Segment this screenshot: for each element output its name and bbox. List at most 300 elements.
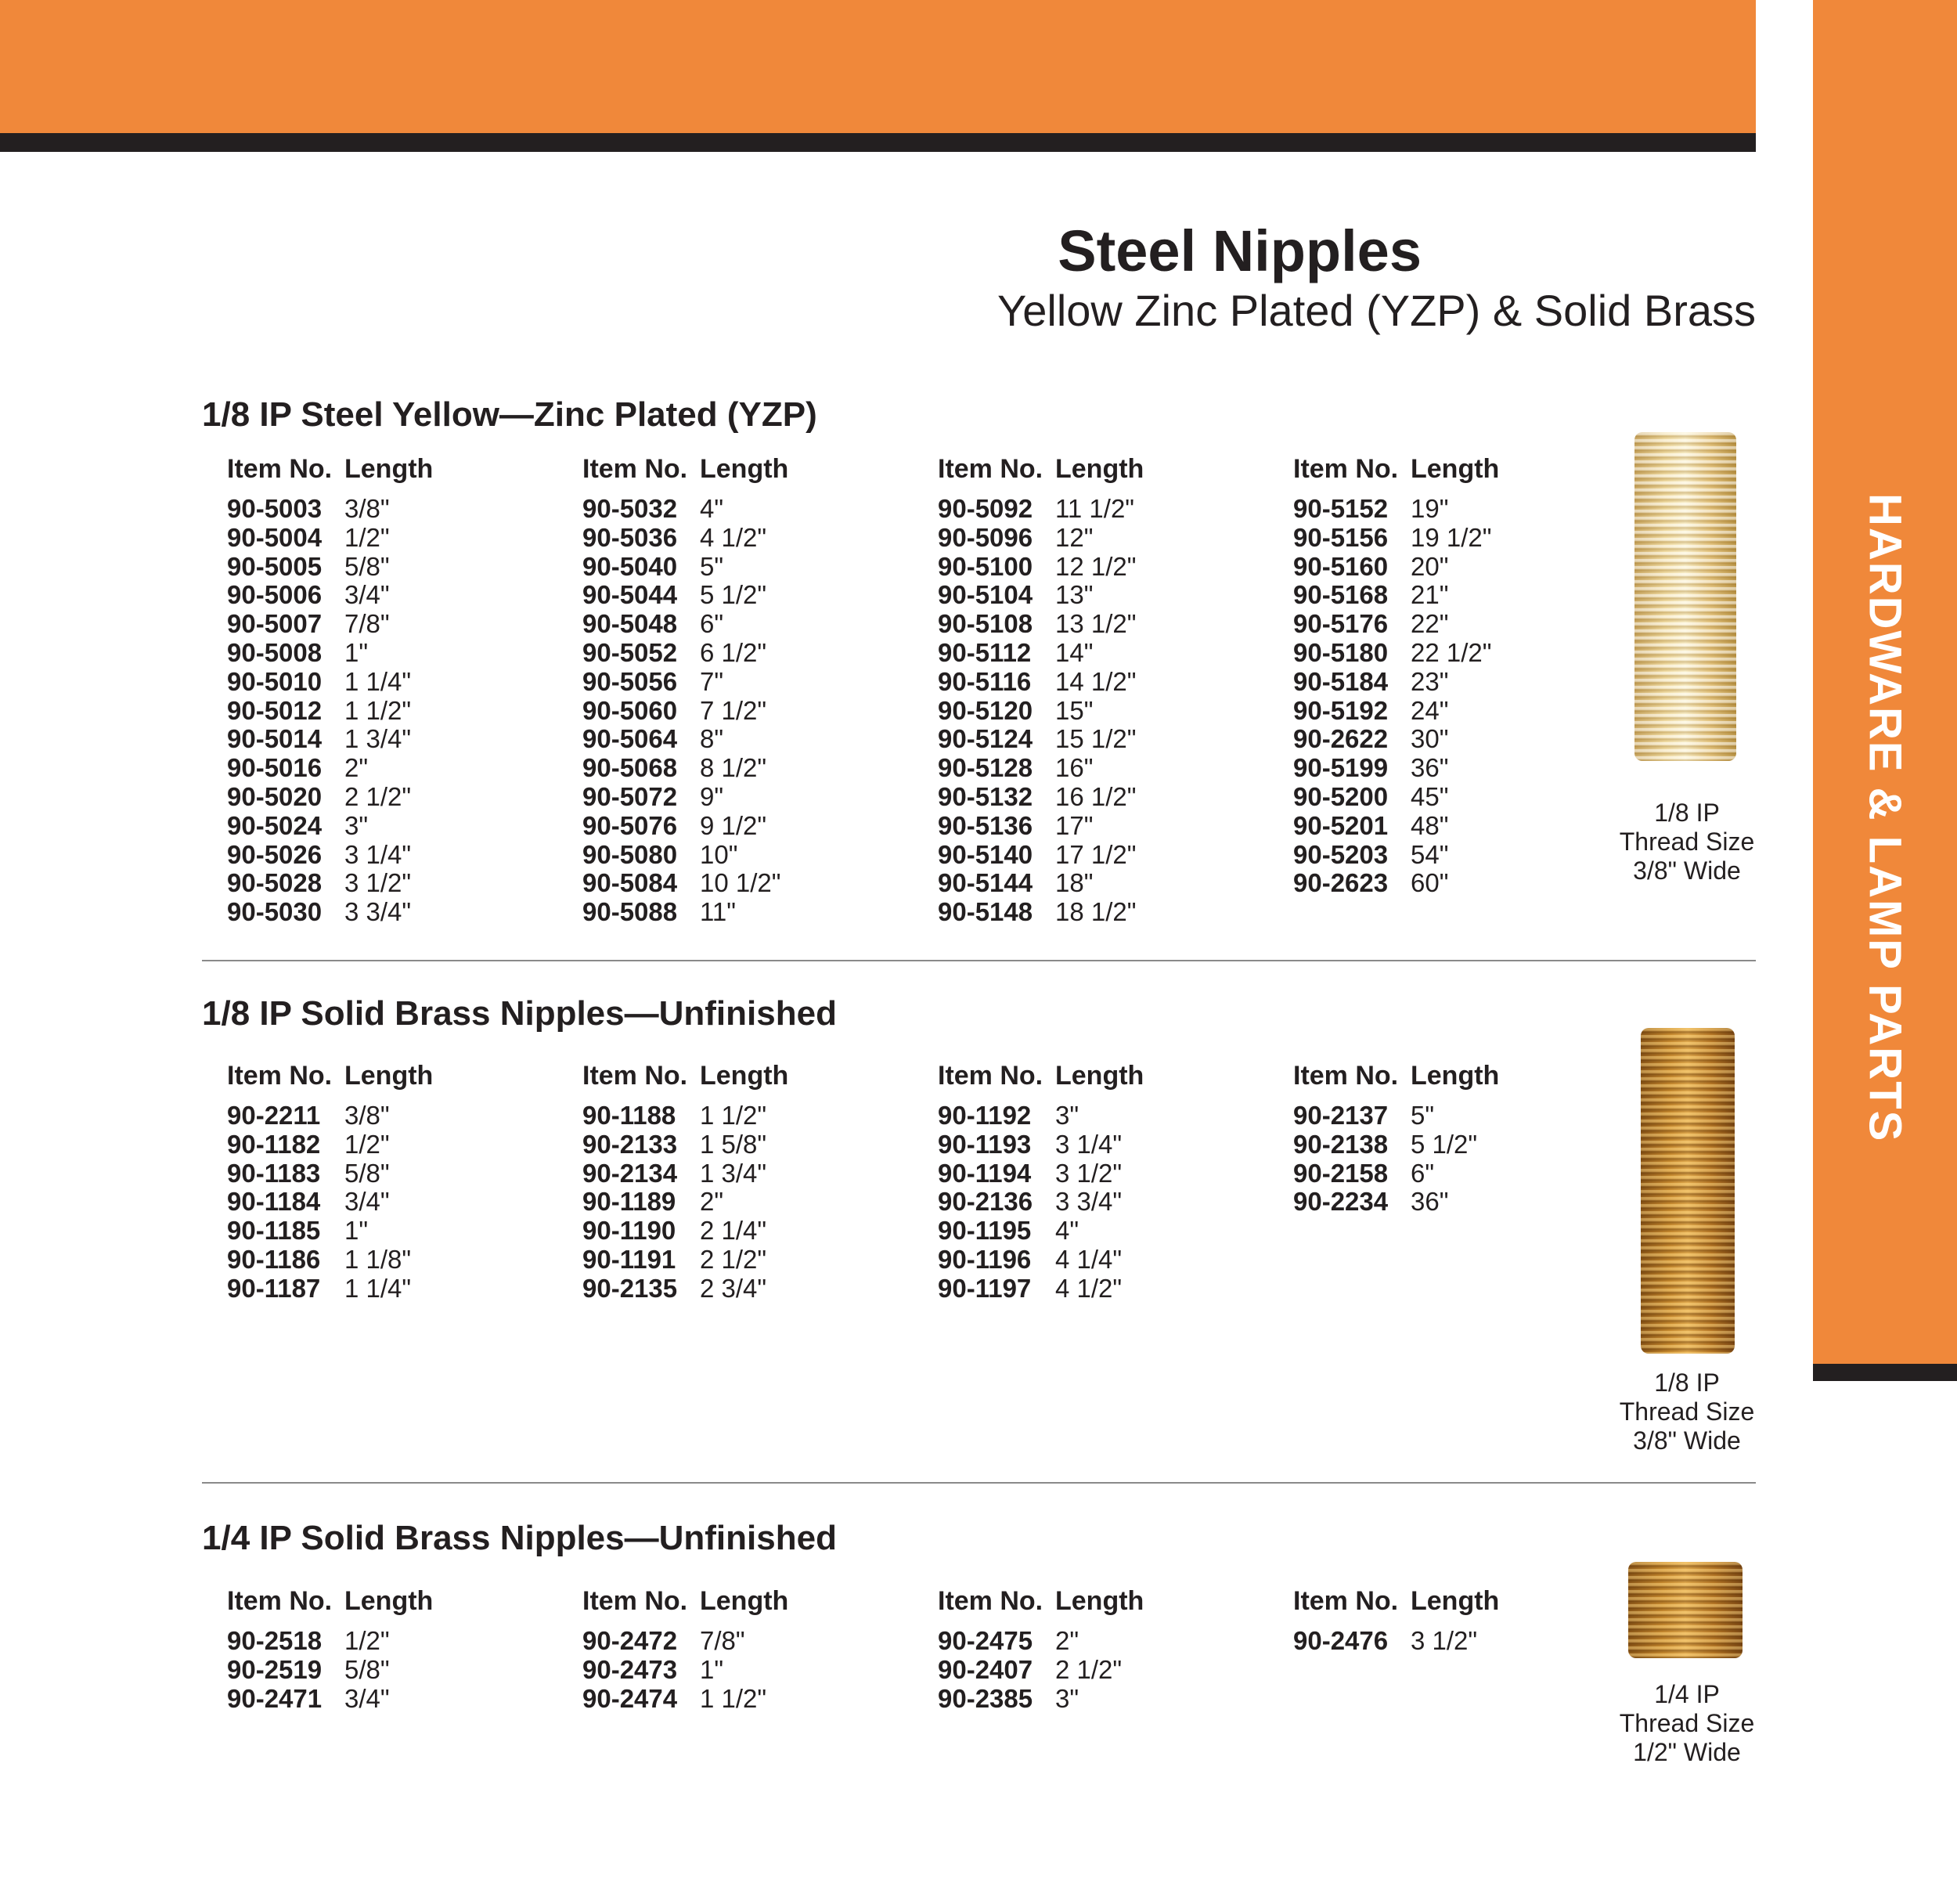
brass-nipple-image: [1641, 1028, 1735, 1354]
item-number: 90-5076: [582, 810, 678, 840]
item-length: 6": [1411, 1158, 1435, 1188]
header-length: Length: [1055, 1586, 1144, 1616]
item-length: 1 1/2": [700, 1101, 767, 1130]
item-length: 3/8": [344, 1101, 390, 1130]
table-row: [227, 697, 556, 726]
table-row: [938, 869, 1267, 898]
item-length: 13 1/2": [1055, 609, 1137, 639]
table-row: [938, 581, 1267, 610]
item-number: 90-5092: [938, 494, 1033, 523]
item-number: 90-5160: [1293, 551, 1389, 581]
column-header: [227, 454, 556, 495]
header-item-no: Item No.: [1293, 454, 1399, 484]
item-number: 90-1194: [938, 1158, 1032, 1188]
item-number: 90-5136: [938, 810, 1033, 840]
item-length: 14": [1055, 637, 1094, 667]
item-length: 7 1/2": [700, 695, 767, 725]
item-length: 17": [1055, 810, 1094, 840]
item-length: 45": [1411, 781, 1449, 811]
item-length: 5/8": [344, 551, 390, 581]
table-row: [227, 524, 556, 553]
item-table-column: [227, 454, 556, 927]
item-number: 90-2473: [582, 1654, 678, 1684]
side-tab-rule: [1813, 1364, 1957, 1381]
column-header: [938, 1061, 1267, 1102]
caption-line: 1/2" Wide: [1633, 1738, 1741, 1766]
table-row: [227, 1188, 556, 1217]
item-length: 2": [344, 753, 369, 783]
item-length: 60": [1411, 868, 1449, 898]
item-length: 3": [1055, 1101, 1079, 1130]
item-number: 90-5044: [582, 580, 678, 610]
table-row: [938, 1627, 1267, 1656]
item-number: 90-5004: [227, 522, 323, 552]
item-length: 1 1/4": [344, 666, 412, 696]
item-number: 90-5088: [582, 897, 678, 927]
item-number: 90-5132: [938, 781, 1033, 811]
item-number: 90-5060: [582, 695, 678, 725]
header-item-no: Item No.: [227, 1061, 333, 1091]
item-number: 90-5116: [938, 666, 1032, 696]
table-row: [1293, 812, 1622, 841]
table-row: [582, 898, 911, 927]
table-row: [582, 1275, 911, 1304]
item-number: 90-5124: [938, 724, 1033, 754]
table-row: [582, 1656, 911, 1685]
header-item-no: Item No.: [582, 1586, 688, 1616]
item-length: 36": [1411, 1187, 1449, 1217]
item-length: 1 1/4": [344, 1273, 412, 1303]
item-number: 90-2385: [938, 1683, 1033, 1713]
section-divider: [202, 1482, 1756, 1484]
item-length: 3 1/2": [344, 868, 412, 898]
item-number: 90-1187: [227, 1273, 321, 1303]
item-number: 90-5140: [938, 839, 1033, 869]
table-row: [582, 581, 911, 610]
item-length: 36": [1411, 753, 1449, 783]
item-length: 6": [700, 609, 724, 639]
table-row: [1293, 841, 1622, 870]
table-row: [582, 668, 911, 697]
item-length: 2": [1055, 1626, 1079, 1655]
item-number: 90-1184: [227, 1187, 321, 1217]
table-row: [1293, 869, 1622, 898]
item-length: 1 1/2": [700, 1683, 767, 1713]
item-number: 90-5176: [1293, 609, 1389, 639]
item-number: 90-5203: [1293, 839, 1389, 869]
section-divider: [202, 960, 1756, 961]
item-number: 90-1189: [582, 1187, 676, 1217]
header-item-no: Item No.: [938, 1061, 1043, 1091]
item-length: 7/8": [344, 609, 390, 639]
table-row: [938, 1102, 1267, 1130]
table-row: [938, 841, 1267, 870]
item-number: 90-1186: [227, 1244, 321, 1274]
table-row: [1293, 495, 1622, 524]
item-number: 90-2475: [938, 1626, 1033, 1655]
table-row: [227, 869, 556, 898]
item-length: 1": [700, 1654, 724, 1684]
table-row: [227, 1102, 556, 1130]
column-header: [1293, 1061, 1622, 1102]
header-length: Length: [1411, 1586, 1500, 1616]
item-number: 90-5028: [227, 868, 323, 898]
table-row: [582, 1102, 911, 1130]
item-number: 90-2138: [1293, 1129, 1389, 1159]
item-number: 90-1191: [582, 1244, 676, 1274]
item-number: 90-5148: [938, 897, 1033, 927]
item-length: 21": [1411, 580, 1449, 610]
item-number: 90-5064: [582, 724, 678, 754]
item-length: 6 1/2": [700, 637, 767, 667]
table-row: [938, 1275, 1267, 1304]
header-length: Length: [700, 1061, 789, 1091]
table-row: [938, 898, 1267, 927]
item-number: 90-5128: [938, 753, 1033, 783]
item-number: 90-5199: [1293, 753, 1389, 783]
item-table-column: [227, 1061, 556, 1304]
item-length: 15 1/2": [1055, 724, 1137, 754]
caption-line: 3/8" Wide: [1633, 1426, 1741, 1455]
table-row: [582, 610, 911, 639]
table-row: [582, 725, 911, 754]
item-number: 90-5152: [1293, 494, 1389, 523]
item-length: 48": [1411, 810, 1449, 840]
item-number: 90-2211: [227, 1101, 321, 1130]
item-length: 5/8": [344, 1654, 390, 1684]
item-length: 1 1/2": [344, 695, 412, 725]
item-length: 5": [1411, 1101, 1435, 1130]
item-number: 90-5007: [227, 609, 323, 639]
item-length: 20": [1411, 551, 1449, 581]
table-row: [227, 1685, 556, 1714]
table-row: [1293, 1627, 1622, 1656]
caption-line: 1/8 IP: [1654, 799, 1720, 827]
item-number: 90-2158: [1293, 1158, 1389, 1188]
item-length: 19": [1411, 494, 1449, 523]
item-number: 90-5020: [227, 781, 323, 811]
table-row: [582, 639, 911, 668]
item-length: 18": [1055, 868, 1094, 898]
item-number: 90-5072: [582, 781, 678, 811]
table-row: [227, 1159, 556, 1188]
item-length: 12": [1055, 522, 1094, 552]
column-header: [227, 1586, 556, 1627]
short-brass-nipple-image: [1628, 1562, 1743, 1658]
table-row: [582, 754, 911, 783]
caption-line: Thread Size: [1619, 1709, 1755, 1737]
table-row: [938, 553, 1267, 582]
table-row: [938, 610, 1267, 639]
header-length: Length: [344, 1586, 434, 1616]
table-row: [1293, 610, 1622, 639]
item-length: 24": [1411, 695, 1449, 725]
thread-size-caption: [1601, 1680, 1773, 1767]
item-length: 3 1/2": [1055, 1158, 1123, 1188]
table-row: [227, 495, 556, 524]
table-row: [227, 1246, 556, 1275]
header-length: Length: [1055, 454, 1144, 484]
table-row: [938, 725, 1267, 754]
item-length: 7/8": [700, 1626, 745, 1655]
side-tab-label: HARDWARE & LAMP PARTS: [1859, 493, 1911, 1143]
item-length: 7": [700, 666, 724, 696]
header-item-no: Item No.: [938, 454, 1043, 484]
item-number: 90-5030: [227, 897, 323, 927]
item-length: 3/4": [344, 1187, 390, 1217]
item-length: 30": [1411, 724, 1449, 754]
item-length: 8 1/2": [700, 753, 767, 783]
header-length: Length: [700, 454, 789, 484]
header-item-no: Item No.: [582, 454, 688, 484]
table-row: [227, 1130, 556, 1159]
item-length: 5/8": [344, 1158, 390, 1188]
item-number: 90-5010: [227, 666, 323, 696]
header-length: Length: [1411, 454, 1500, 484]
item-number: 90-2234: [1293, 1187, 1389, 1217]
item-number: 90-5108: [938, 609, 1033, 639]
column-header: [582, 1061, 911, 1102]
item-number: 90-5056: [582, 666, 678, 696]
item-length: 4 1/4": [1055, 1244, 1123, 1274]
item-number: 90-5156: [1293, 522, 1389, 552]
item-length: 23": [1411, 666, 1449, 696]
section-title: 1/8 IP Steel Yellow—Zinc Plated (YZP): [202, 395, 817, 434]
item-length: 2 1/2": [1055, 1654, 1123, 1684]
header-length: Length: [700, 1586, 789, 1616]
item-number: 90-5192: [1293, 695, 1389, 725]
table-row: [227, 898, 556, 927]
item-table-column: [1293, 1586, 1622, 1656]
item-length: 2 1/2": [344, 781, 412, 811]
table-row: [938, 524, 1267, 553]
table-row: [582, 1685, 911, 1714]
item-number: 90-2133: [582, 1129, 678, 1159]
item-table-column: [582, 1586, 911, 1713]
item-number: 90-1185: [227, 1216, 321, 1246]
item-number: 90-5012: [227, 695, 323, 725]
item-number: 90-1193: [938, 1129, 1032, 1159]
item-number: 90-5068: [582, 753, 678, 783]
table-row: [938, 754, 1267, 783]
table-row: [582, 783, 911, 812]
item-number: 90-1190: [582, 1216, 676, 1246]
item-number: 90-5100: [938, 551, 1033, 581]
table-row: [938, 1656, 1267, 1685]
item-number: 90-1188: [582, 1101, 676, 1130]
table-row: [938, 1217, 1267, 1246]
table-row: [227, 639, 556, 668]
item-number: 90-5005: [227, 551, 323, 581]
item-length: 9": [700, 781, 724, 811]
item-number: 90-5003: [227, 494, 323, 523]
table-row: [1293, 639, 1622, 668]
caption-line: 1/4 IP: [1654, 1680, 1720, 1708]
item-number: 90-5180: [1293, 637, 1389, 667]
table-row: [1293, 581, 1622, 610]
table-row: [227, 581, 556, 610]
table-row: [1293, 754, 1622, 783]
table-row: [938, 1188, 1267, 1217]
column-header: [1293, 454, 1622, 495]
item-length: 1/2": [344, 1129, 390, 1159]
item-length: 11 1/2": [1055, 494, 1135, 523]
item-table-column: [227, 1586, 556, 1713]
item-number: 90-5120: [938, 695, 1033, 725]
item-number: 90-5080: [582, 839, 678, 869]
item-number: 90-1196: [938, 1244, 1032, 1274]
table-row: [582, 841, 911, 870]
item-table-column: [582, 1061, 911, 1304]
item-length: 3 1/4": [1055, 1129, 1123, 1159]
item-table-column: [1293, 454, 1622, 898]
table-row: [1293, 1130, 1622, 1159]
header-item-no: Item No.: [227, 1586, 333, 1616]
item-number: 90-1183: [227, 1158, 321, 1188]
table-row: [938, 783, 1267, 812]
item-table-column: [938, 1586, 1267, 1713]
top-black-rule: [0, 133, 1756, 152]
item-number: 90-2476: [1293, 1626, 1389, 1655]
header-item-no: Item No.: [1293, 1061, 1399, 1091]
item-number: 90-5200: [1293, 781, 1389, 811]
table-row: [227, 812, 556, 841]
table-row: [938, 639, 1267, 668]
item-number: 90-5184: [1293, 666, 1389, 696]
item-length: 15": [1055, 695, 1094, 725]
item-number: 90-5201: [1293, 810, 1389, 840]
item-length: 14 1/2": [1055, 666, 1137, 696]
table-row: [1293, 1188, 1622, 1217]
section-title: 1/4 IP Solid Brass Nipples—Unfinished: [202, 1519, 837, 1557]
section-title: 1/8 IP Solid Brass Nipples—Unfinished: [202, 994, 837, 1033]
table-row: [1293, 1102, 1622, 1130]
item-length: 4": [700, 494, 724, 523]
table-row: [227, 1627, 556, 1656]
item-length: 8": [700, 724, 724, 754]
table-row: [227, 841, 556, 870]
item-length: 5 1/2": [1411, 1129, 1478, 1159]
item-number: 90-5112: [938, 637, 1032, 667]
header-item-no: Item No.: [227, 454, 333, 484]
table-row: [227, 1217, 556, 1246]
table-row: [227, 553, 556, 582]
column-header: [582, 1586, 911, 1627]
item-number: 90-2471: [227, 1683, 323, 1713]
table-row: [582, 1188, 911, 1217]
thread-size-caption: [1601, 799, 1773, 885]
item-number: 90-5008: [227, 637, 323, 667]
table-row: [938, 812, 1267, 841]
item-length: 3 3/4": [344, 897, 412, 927]
table-row: [1293, 524, 1622, 553]
item-length: 22 1/2": [1411, 637, 1492, 667]
table-row: [938, 1246, 1267, 1275]
item-length: 2": [700, 1187, 724, 1217]
item-length: 3/8": [344, 494, 390, 523]
item-length: 4": [1055, 1216, 1079, 1246]
table-row: [227, 668, 556, 697]
table-row: [582, 524, 911, 553]
item-length: 4 1/2": [700, 522, 767, 552]
table-row: [938, 495, 1267, 524]
item-length: 1/2": [344, 1626, 390, 1655]
item-length: 16": [1055, 753, 1094, 783]
caption-line: 3/8" Wide: [1633, 856, 1741, 885]
item-length: 1": [344, 637, 369, 667]
item-number: 90-5026: [227, 839, 323, 869]
item-number: 90-5096: [938, 522, 1033, 552]
item-length: 3/4": [344, 580, 390, 610]
item-number: 90-5084: [582, 868, 678, 898]
item-length: 2 1/2": [700, 1244, 767, 1274]
item-number: 90-5104: [938, 580, 1033, 610]
item-length: 4 1/2": [1055, 1273, 1123, 1303]
table-row: [1293, 725, 1622, 754]
column-header: [1293, 1586, 1622, 1627]
item-length: 2 1/4": [700, 1216, 767, 1246]
item-length: 17 1/2": [1055, 839, 1137, 869]
header-item-no: Item No.: [582, 1061, 688, 1091]
item-length: 11": [700, 897, 736, 927]
table-row: [582, 1246, 911, 1275]
item-number: 90-1197: [938, 1273, 1032, 1303]
item-length: 10": [700, 839, 738, 869]
item-length: 3": [1055, 1683, 1079, 1713]
table-row: [938, 697, 1267, 726]
item-length: 1 5/8": [700, 1129, 767, 1159]
item-length: 3 1/2": [1411, 1626, 1478, 1655]
item-number: 90-5144: [938, 868, 1033, 898]
table-row: [227, 610, 556, 639]
item-length: 1 3/4": [700, 1158, 767, 1188]
header-length: Length: [1055, 1061, 1144, 1091]
item-number: 90-1195: [938, 1216, 1032, 1246]
table-row: [227, 1656, 556, 1685]
item-table-column: [938, 1061, 1267, 1304]
table-row: [938, 668, 1267, 697]
table-row: [582, 812, 911, 841]
table-row: [582, 1217, 911, 1246]
item-table-column: [582, 454, 911, 927]
item-length: 10 1/2": [700, 868, 781, 898]
header-item-no: Item No.: [938, 1586, 1043, 1616]
header-length: Length: [344, 1061, 434, 1091]
item-length: 19 1/2": [1411, 522, 1492, 552]
item-number: 90-2136: [938, 1187, 1033, 1217]
item-number: 90-2135: [582, 1273, 678, 1303]
item-number: 90-2407: [938, 1654, 1033, 1684]
header-length: Length: [1411, 1061, 1500, 1091]
item-number: 90-2137: [1293, 1101, 1389, 1130]
item-length: 16 1/2": [1055, 781, 1137, 811]
table-row: [938, 1130, 1267, 1159]
item-number: 90-5052: [582, 637, 678, 667]
item-number: 90-5014: [227, 724, 323, 754]
item-length: 3": [344, 810, 369, 840]
table-row: [1293, 1159, 1622, 1188]
table-row: [227, 754, 556, 783]
item-number: 90-1182: [227, 1129, 321, 1159]
top-orange-band: [0, 0, 1756, 133]
item-length: 9 1/2": [700, 810, 767, 840]
header-length: Length: [344, 454, 434, 484]
table-row: [1293, 783, 1622, 812]
table-row: [582, 1130, 911, 1159]
table-row: [227, 725, 556, 754]
item-length: 13": [1055, 580, 1094, 610]
header-item-no: Item No.: [1293, 1586, 1399, 1616]
